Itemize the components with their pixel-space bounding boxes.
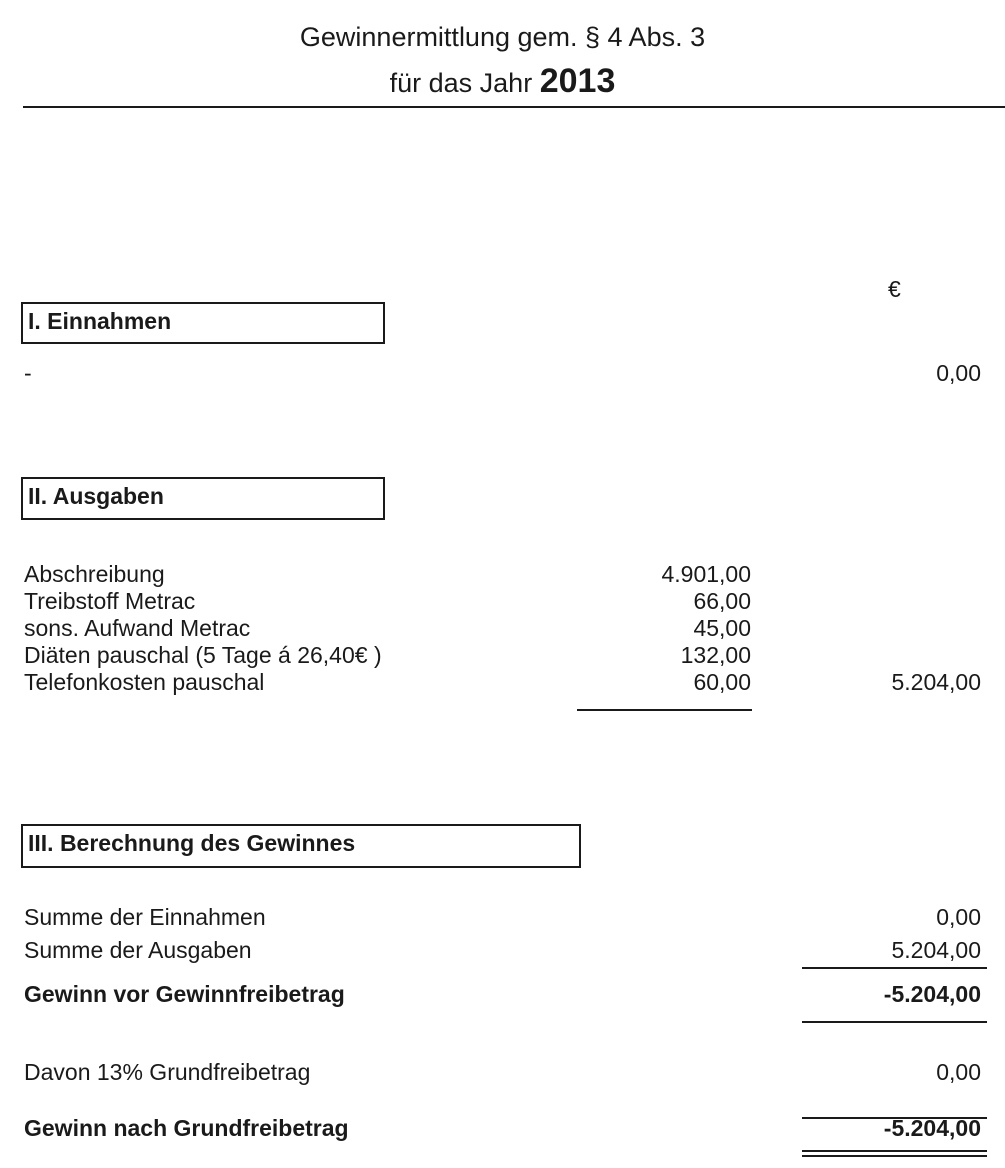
section-berechnung-title: III. Berechnung des Gewinnes: [28, 830, 356, 856]
ausgaben-item-amount: 132,00: [680, 642, 751, 668]
title-year: 2013: [539, 62, 616, 100]
currency-header: €: [888, 276, 901, 302]
summe-underline: [802, 967, 987, 969]
section-ausgaben-heading: [21, 477, 385, 520]
gewinn-vor-underline: [802, 1021, 987, 1023]
summe-ausgaben-value: 5.204,00: [891, 937, 981, 963]
gewinn-nach-value: -5.204,00: [883, 1115, 981, 1141]
grundfreibetrag-value: 0,00: [936, 1059, 981, 1085]
section-einnahmen-heading: [21, 302, 385, 344]
ausgaben-item-label: Treibstoff Metrac: [24, 588, 196, 614]
title-underline: [23, 106, 1005, 108]
ausgaben-subtotal-underline: [577, 709, 752, 711]
ausgaben-item-label: Abschreibung: [24, 561, 165, 587]
gewinn-nach-label: Gewinn nach Grundfreibetrag: [24, 1115, 349, 1141]
grundfreibetrag-label: Davon 13% Grundfreibetrag: [24, 1059, 311, 1085]
ausgaben-item-amount: 60,00: [693, 669, 751, 695]
summe-einnahmen-value: 0,00: [936, 904, 981, 930]
document-title-line2: [0, 62, 1005, 101]
ausgaben-item-amount: 4.901,00: [661, 561, 751, 587]
summe-einnahmen-label: Summe der Einnahmen: [24, 904, 266, 930]
ausgaben-item-amount: 66,00: [693, 588, 751, 614]
title-prefix: für das Jahr: [389, 68, 533, 98]
document-title-line1: Gewinnermittlung gem. § 4 Abs. 3: [299, 22, 706, 52]
ausgaben-total: 5.204,00: [891, 669, 981, 695]
gewinn-nach-double-underline-bottom: [802, 1155, 987, 1157]
gewinn-vor-label: Gewinn vor Gewinnfreibetrag: [24, 981, 345, 1007]
gewinn-vor-value: -5.204,00: [883, 981, 981, 1007]
gewinn-nach-double-underline-top: [802, 1150, 987, 1152]
einnahmen-item-total: 0,00: [936, 360, 981, 386]
ausgaben-item-label: Telefonkosten pauschal: [24, 669, 265, 695]
einnahmen-item-label: -: [24, 360, 32, 386]
ausgaben-item-label: Diäten pauschal (5 Tage á 26,40€ ): [24, 642, 382, 668]
ausgaben-item-amount: 45,00: [693, 615, 751, 641]
section-einnahmen-title: I. Einnahmen: [28, 308, 172, 334]
summe-ausgaben-label: Summe der Ausgaben: [24, 937, 252, 963]
section-berechnung-heading: [21, 824, 581, 868]
section-ausgaben-title: II. Ausgaben: [28, 483, 164, 509]
ausgaben-item-label: sons. Aufwand Metrac: [24, 615, 251, 641]
